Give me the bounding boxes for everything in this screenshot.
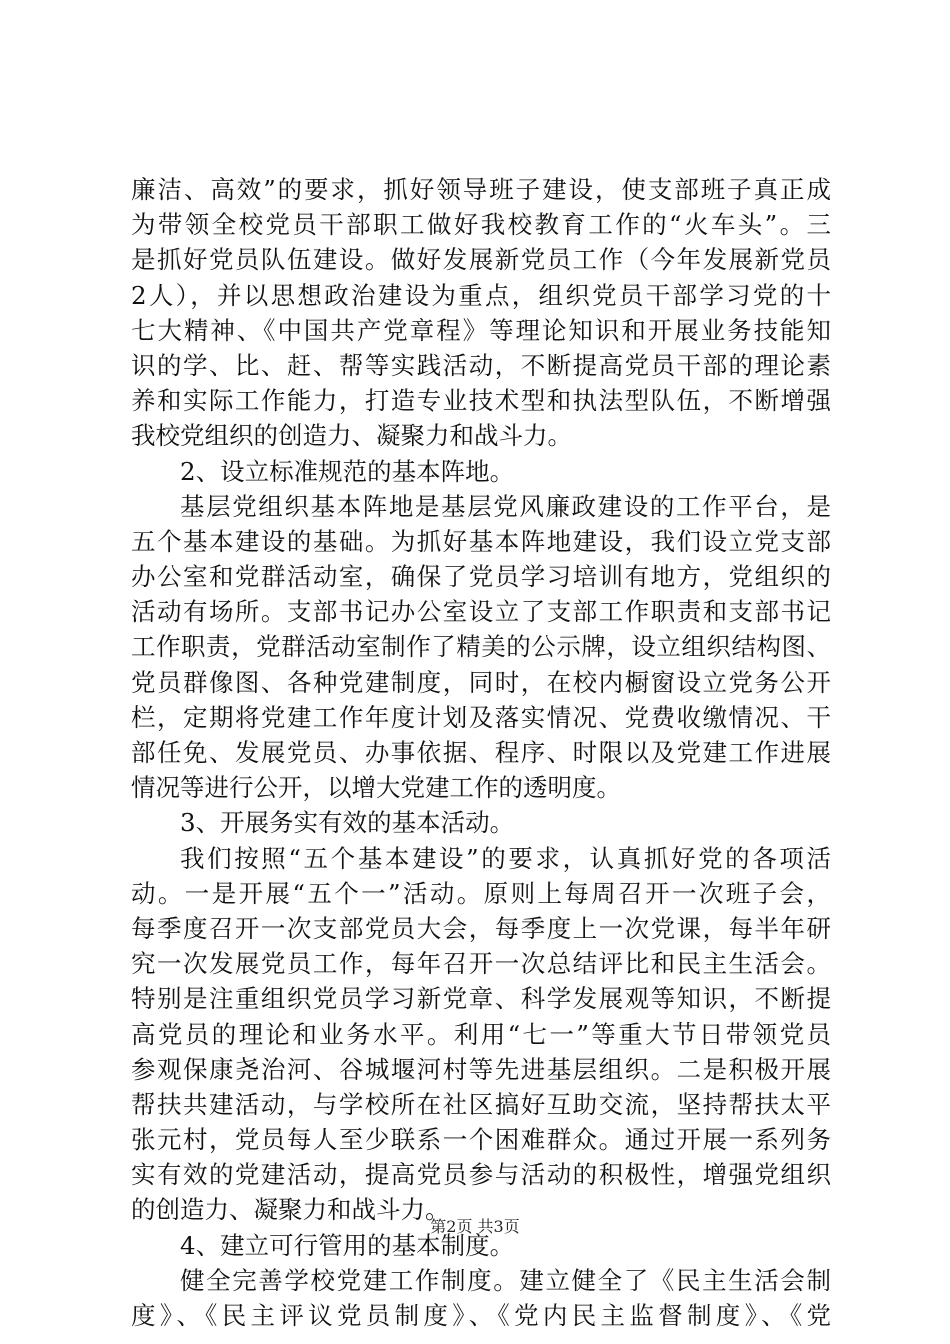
text-line: 健全完善学校党建工作制度。建立健全了《民主生活会制: [180, 1265, 831, 1295]
text-line: 实有效的党建活动，提高党员参与活动的积极性，增强党组织: [131, 1160, 831, 1190]
text-line: 七大精神、《中国共产党章程》等理论知识和开展业务技能知: [131, 315, 831, 345]
text-line: 究一次发展党员工作，每年召开一次总结评比和民主生活会。: [131, 949, 831, 979]
text-line: 帮扶共建活动，与学校所在社区搞好互助交流，坚持帮扶太平: [131, 1089, 831, 1119]
text-line: 特别是注重组织党员学习新党章、科学发展观等知识，不断提: [131, 984, 831, 1014]
text-line: 廉洁、高效”的要求，抓好领导班子建设，使支部班子真正成: [131, 175, 831, 204]
text-line: 办公室和党群活动室，确保了党员学习培训有地方，党组织的: [131, 562, 831, 592]
text-line: 2人），并以思想政治建设为重点，组织党员干部学习党的十: [131, 280, 831, 310]
text-line: 活动有场所。支部书记办公室设立了支部工作职责和支部书记: [131, 597, 831, 627]
text-line: 工作职责，党群活动室制作了精美的公示牌，设立组织结构图、: [131, 632, 831, 662]
text-line: 党员群像图、各种党建制度，同时，在校内橱窗设立党务公开: [131, 667, 831, 697]
text-line: 识的学、比、赶、帮等实践活动，不断提高党员干部的理论素: [131, 350, 831, 380]
text-line: 情况等进行公开，以增大党建工作的透明度。: [131, 773, 621, 803]
document-body: [131, 172, 831, 1333]
text-line: 张元村，党员每人至少联系一个困难群众。通过开展一系列务: [131, 1125, 831, 1155]
section-heading: 3、开展务实有效的基本活动。: [180, 808, 515, 838]
text-line: 基层党组织基本阵地是基层党风廉政建设的工作平台，是: [180, 491, 831, 521]
text-line: 动。一是开展“五个一”活动。原则上每周召开一次班子会，: [131, 878, 831, 908]
text-line: 参观保康尧治河、谷城堰河村等先进基层组织。二是积极开展: [131, 1054, 831, 1084]
page-number-footer: 第2页 共3页: [430, 1217, 520, 1236]
text-line: 养和实际工作能力，打造专业技术型和执法型队伍，不断增强: [131, 386, 831, 416]
text-line: 高党员的理论和业务水平。利用“七一”等重大节日带领党员: [131, 1019, 831, 1049]
section-heading: 2、设立标准规范的基本阵地。: [180, 456, 515, 486]
text-line: 是抓好党员队伍建设。做好发展新党员工作（今年发展新党员: [131, 245, 831, 275]
text-line: 每季度召开一次支部党员大会，每季度上一次党课，每半年研: [131, 913, 831, 943]
text-line: 为带领全校党员干部职工做好我校教育工作的“火车头”。三: [131, 210, 831, 240]
section-heading: 4、建立可行管用的基本制度。: [180, 1230, 515, 1260]
text-line: 五个基本建设的基础。为抓好基本阵地建设，我们设立党支部: [131, 526, 831, 556]
text-line: 部任免、发展党员、办事依据、程序、时限以及党建工作进展: [131, 738, 831, 767]
text-line: 度》、《民主评议党员制度》、《党内民主监督制度》、《党: [131, 1301, 831, 1330]
text-line: 我校党组织的创造力、凝聚力和战斗力。: [131, 421, 572, 451]
text-line: 我们按照“五个基本建设”的要求，认真抓好党的各项活: [180, 843, 831, 873]
text-line: 栏，定期将党建工作年度计划及落实情况、党费收缴情况、干: [131, 702, 831, 732]
text-line: 的创造力、凝聚力和战斗力。: [131, 1195, 450, 1225]
